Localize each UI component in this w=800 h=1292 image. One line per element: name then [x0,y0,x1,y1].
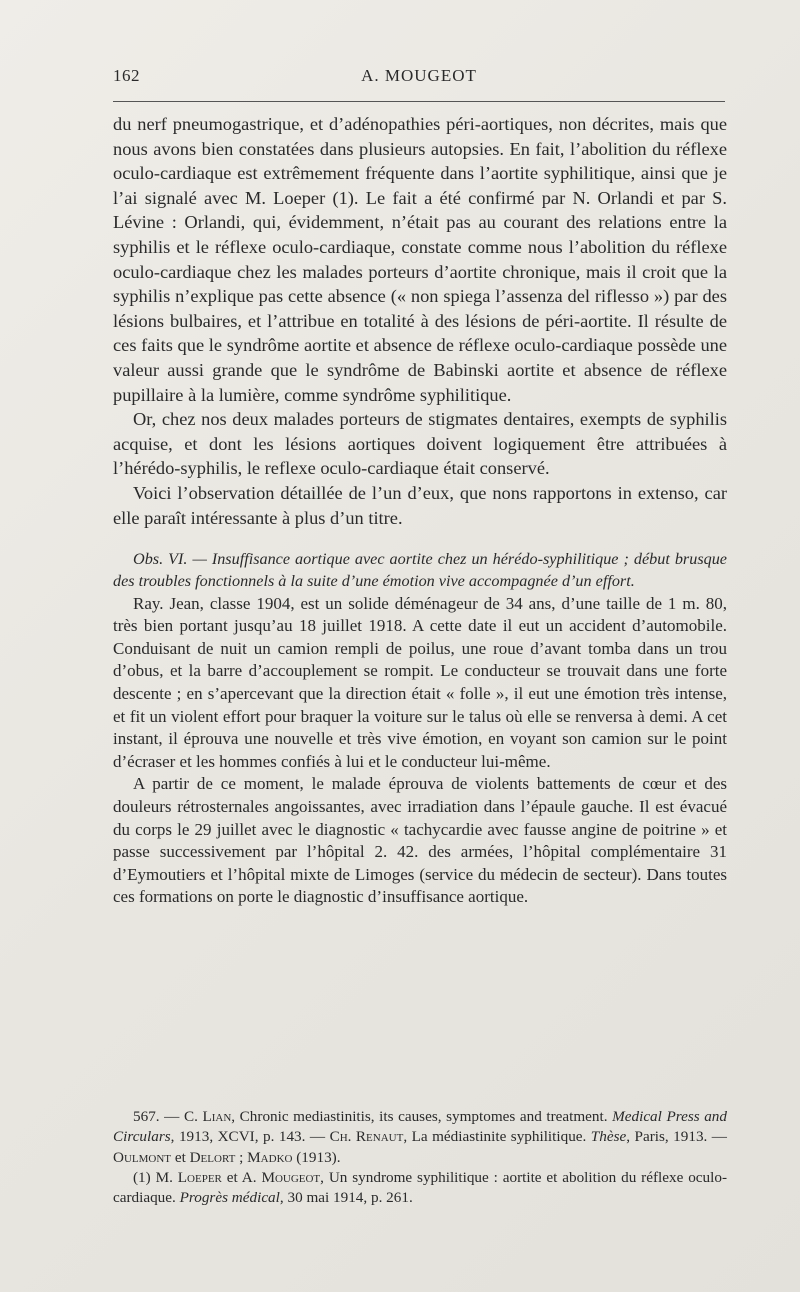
page-number: 162 [113,66,140,85]
observation-paragraph: Ray. Jean, classe 1904, est un solide déménageur de 34 ans, d’une taille de 1 m. 80, très bien portant jusqu’au 18 juillet 1918. A cette date il eut un accident d’automobile. Conduisant de nuit un camion rempli de poilus, une roue d’avant tomba dans un trou d’obus, et la barre d’accouplement se rompit. Le conducteur se trouvait dans une forte descente ; en s’apercevant que la direction était « folle », il eut une émotion très intense, et fit un violent effort pour braquer la voiture sur le talus où elle se renversa à demi. A cet instant, il éprouva une nouvelle et très vive émotion, en voyant son camion sur le point d’écraser et les hommes confiés à lui et le conducteur lui-même. [113,593,727,771]
footnote: (1) M. Loeper et A. Mougeot, Un syndrome syphilitique : aortite et abolition du réflexe oculo-cardiaque. Progrès médical, 30 mai 1914, p. 261. [113,1168,728,1207]
journal-name: Progrès médical [179,1189,280,1207]
journal-name: Medical Press and Circulars [113,1108,727,1146]
author-name: C. Lian [183,1108,232,1125]
observation-body [113,593,727,909]
paragraph: Voici l’observation détaillée de l’un d’eux, que nons rapportons in extenso, car elle paraît intéressante à plus d’un titre. [113,482,727,528]
author-name: Madko [247,1148,293,1166]
paragraph: du nerf pneumogastrique, et d’adénopathies péri-aortiques, non décrites, mais que nous avons bien constatées dans plusieurs autopsies. En fait, l’abolition du réflexe oculo-cardiaque est extrêmement fréquente dans l’aortite syphilitique, ainsi que je l’ai signalé avec M. Loeper (1). Le fait a été confirmé par N. Orlandi et par S. Lévine : Orlandi, qui, évidemment, n’était pas au courant des relations entre la syphilis et le réflexe oculo-cardiaque, constate comme nous l’abolition du réflexe oculo-cardiaque chez les malades porteurs d’aortite chronique, mais il croit que la syphilis n’explique pas cette absence (« non spiega l’assenza del riflesso ») par des lésions bulbaires, et l’attribue en totalité à des lésions de péri-aortite. Il résulte de ces faits que le syndrôme aortite et absence de réflexe oculo-cardiaque possède une valeur aussi grande que le syndrôme de Babinski aortite et absence de réflexe pupillaire à la lumière, comme syndrôme syphilitique. [113,114,727,405]
page-header [113,66,725,96]
footnotes [113,1107,727,1208]
running-head: A. MOUGEOT [361,66,477,85]
author-name: Oulmont [113,1148,172,1166]
author-name: Loeper [177,1168,222,1186]
header-rule [113,101,725,102]
author-name: Mougeot [261,1168,321,1186]
thesis-label: Thèse [590,1128,627,1146]
author-name: Delort [189,1148,236,1166]
observation-heading [113,548,727,593]
observation-title: Insuffisance aortique avec aortite chez un hérédo-syphilitique ; début brusque des troubles fonctionnels à la suite d’une émotion vive accompagnée d’un effort. [113,550,727,591]
observation-label: Obs. VI. — [133,550,212,569]
author-name: Ch. Renaut [329,1128,404,1146]
footnote-reference: 567. — C. Lian, Chronic mediastinitis, its causes, symptomes and treatment. Medical Press and Circulars, 1913, XCVI, p. 143. — Ch. Renaut, La médiastinite syphilitique. Thèse, Paris, 1913. — Oulmont et Delort ; Madko (1913). [113,1108,727,1166]
paragraph: Or, chez nos deux malades porteurs de stigmates dentaires, exempts de syphilis acquise, et dont les lésions aortiques doivent logiquement être attribuées à l’hérédo-syphilis, le reflexe oculo-cardiaque était conservé. [113,409,727,479]
main-text [113,112,727,909]
observation-paragraph: A partir de ce moment, le malade éprouva de violents battements de cœur et des douleurs rétrosternales angoissantes, avec irradiation dans l’épaule gauche. Il est évacué du corps le 29 juillet avec le diagnostic « tachycardie avec fausse angine de poitrine » et passe successivement par l’hôpital 2. 42. des armées, l’hôpital complémentaire 31 d’Eymoutiers et l’hôpital mixte de Limoges (service du médecin de secteur). Dans toutes ces formations on porte le diagnostic d’insuffisance aortique. [113,774,727,907]
